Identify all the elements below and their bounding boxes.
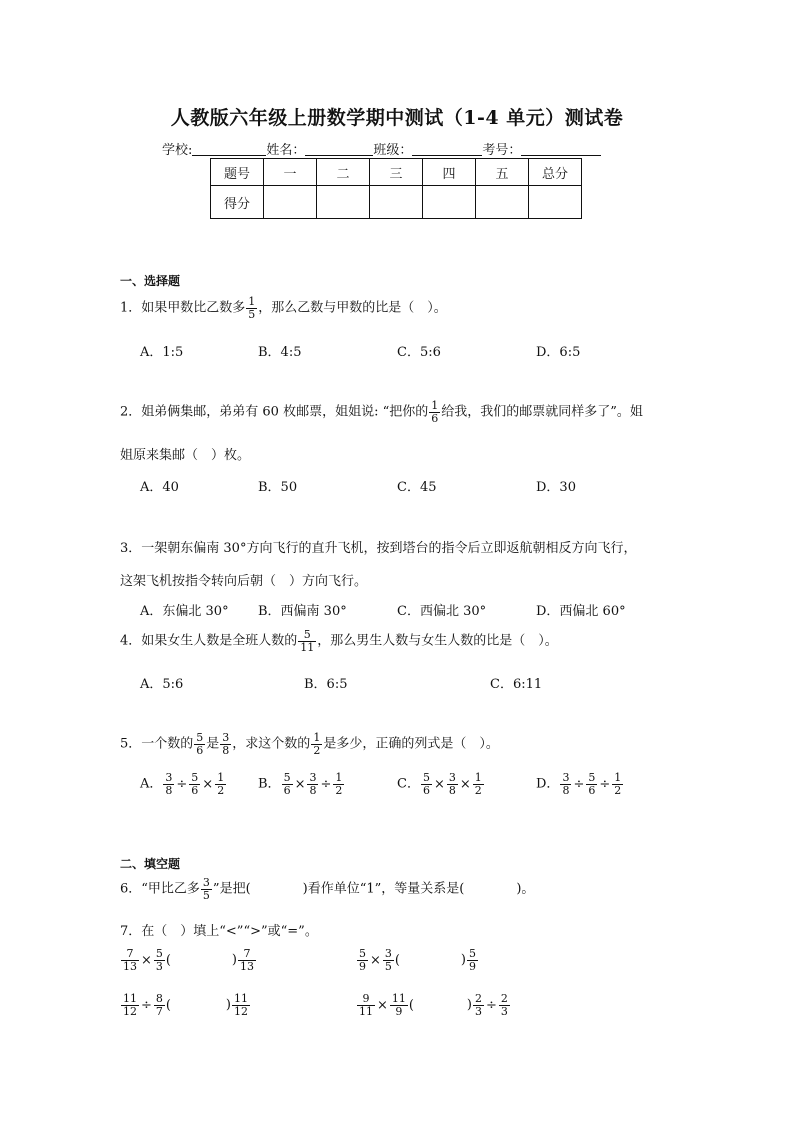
option-b[interactable]: B．50 <box>258 480 298 495</box>
option-d[interactable]: D．6:5 <box>536 345 581 360</box>
numerator: 8 <box>155 992 163 1005</box>
denominator: 6 <box>431 411 439 425</box>
option-c[interactable]: C．6:11 <box>490 677 543 692</box>
score-cell[interactable] <box>423 186 476 219</box>
denominator: 6 <box>283 783 291 797</box>
score-header-cell: 一 <box>264 159 317 186</box>
numerator: 5 <box>588 771 596 784</box>
score-header-cell: 三 <box>370 159 423 186</box>
numerator: 1 <box>313 731 321 744</box>
score-cell[interactable] <box>317 186 370 219</box>
denominator: 13 <box>239 959 254 973</box>
question-text[interactable]: ”是把( )看作单位“1”，等量关系是( <box>212 881 465 897</box>
operator: ÷ <box>320 776 332 792</box>
denominator: 2 <box>474 783 482 797</box>
score-row-label: 得分 <box>211 186 264 219</box>
fraction <box>246 296 257 320</box>
question-text: 4．如果女生人数是全班人数的 <box>120 633 298 649</box>
fraction <box>390 993 408 1017</box>
denominator: 6 <box>422 783 430 797</box>
denominator: 2 <box>335 783 343 797</box>
option-c[interactable]: C．西偏北 30° <box>397 604 487 619</box>
question-3-line2: 这架飞机按指令转向后朝（ ）方向飞行。 <box>120 574 368 589</box>
denominator: 12 <box>123 1004 137 1018</box>
numerator: 1 <box>335 771 343 784</box>
operator: × <box>202 776 214 792</box>
question-text: 给我，我们的邮票就同样多了”。姐 <box>441 404 643 420</box>
score-header-cell: 题号 <box>211 159 264 186</box>
question-5 <box>120 732 499 756</box>
school-label: 学校: <box>162 143 193 158</box>
question-text: 是 <box>206 736 220 752</box>
fraction <box>215 772 226 796</box>
option-label: C． <box>397 776 420 792</box>
option-b[interactable]: B．西偏南 30° <box>258 604 347 619</box>
compare-item-2[interactable]: $\frac{5}{9}$ × $\frac{3}{5}$ ( ) $\frac{5}{9}$ <box>359 947 476 973</box>
score-cell[interactable] <box>264 186 317 219</box>
question-4 <box>120 629 558 653</box>
numerator: 5 <box>422 771 430 784</box>
score-cell[interactable] <box>529 186 582 219</box>
fraction <box>612 772 623 796</box>
numerator: 3 <box>309 771 317 784</box>
denominator: 8 <box>448 783 456 797</box>
option-b[interactable]: B．4:5 <box>258 345 302 360</box>
numerator: 7 <box>238 948 256 961</box>
fraction <box>421 772 432 796</box>
denominator: 5 <box>202 888 210 902</box>
option-a[interactable]: A．5:6 <box>140 677 184 692</box>
fraction <box>232 993 250 1017</box>
denominator: 3 <box>500 1004 508 1018</box>
score-cell[interactable] <box>370 186 423 219</box>
numerator: 3 <box>165 771 173 784</box>
operator: × <box>294 776 306 792</box>
option-d[interactable]: D．西偏北 60° <box>536 604 626 619</box>
name-label: 姓名： <box>266 143 306 158</box>
question-text: 是多少，正确的列式是（ ）。 <box>323 736 499 752</box>
score-header-cell: 总分 <box>529 159 582 186</box>
operator: × <box>433 776 445 792</box>
option-label: B． <box>258 776 281 792</box>
student-info-line <box>162 139 601 158</box>
operator: ÷ <box>599 776 611 792</box>
fraction <box>467 948 478 972</box>
question-text: ，那么乙数与甲数的比是（ ）。 <box>258 300 447 316</box>
question-text: 2．姐弟俩集邮，弟弟有 60 枚邮票，姐姐说: “把你的 <box>120 404 429 420</box>
question-text: 6．“甲比乙多 <box>120 881 200 897</box>
operator: ÷ <box>485 997 497 1013</box>
denominator: 2 <box>217 783 225 797</box>
class-blank[interactable] <box>412 141 482 156</box>
fraction <box>447 772 458 796</box>
option-a[interactable]: A．40 <box>140 480 179 495</box>
question-text: ，求这个数的 <box>232 736 311 752</box>
question-1 <box>120 296 447 320</box>
compare-item-4[interactable]: $\frac{9}{11}$ × $\frac{11}{9}$ ( ) $\frac{2}{3}$ ÷ $\frac{2}{3}$ <box>359 992 508 1018</box>
denominator: 3 <box>474 1004 482 1018</box>
fraction <box>298 629 316 653</box>
fraction <box>357 948 368 972</box>
section-title-choice: 一、选择题 <box>120 274 181 288</box>
fraction <box>473 993 484 1017</box>
score-cell[interactable] <box>476 186 529 219</box>
fraction <box>238 948 256 972</box>
option-c[interactable]: C．5:6 <box>397 345 441 360</box>
denominator: 5 <box>248 307 256 321</box>
fraction <box>429 400 440 424</box>
name-blank[interactable] <box>305 141 373 156</box>
question-2 <box>120 400 643 424</box>
option-a[interactable] <box>140 772 227 796</box>
option-a[interactable]: A．1:5 <box>140 345 184 360</box>
denominator: 11 <box>359 1004 373 1018</box>
denominator: 9 <box>359 959 366 973</box>
compare-item-3[interactable]: $\frac{11}{12}$ ÷ $\frac{8}{7}$ ( ) $\frac{11}{12}$ <box>123 992 248 1018</box>
operator: × <box>370 952 381 968</box>
operator: × <box>459 776 471 792</box>
score-table-header-row <box>211 159 582 186</box>
page-title: 人教版六年级上册数学期中测试（1-4 单元）测试卷 <box>170 107 624 129</box>
option-d[interactable]: D．30 <box>536 480 576 495</box>
section-title-fill: 二、填空题 <box>120 857 181 871</box>
denominator: 13 <box>123 959 137 973</box>
numerator: 1 <box>248 295 256 308</box>
fraction <box>121 993 139 1017</box>
denominator: 9 <box>395 1004 403 1018</box>
fraction <box>333 772 344 796</box>
numerator: 3 <box>448 771 456 784</box>
question-text: ，那么男生人数与女生人数的比是（ ）。 <box>317 633 558 649</box>
numerator: 11 <box>123 992 137 1005</box>
score-table-row <box>211 186 582 219</box>
fraction <box>201 877 212 901</box>
score-table <box>210 158 582 219</box>
numerator: 1 <box>431 399 439 412</box>
numerator: 11 <box>233 992 248 1005</box>
denominator: 7 <box>155 1004 163 1018</box>
numerator: 5 <box>468 947 476 960</box>
denominator: 6 <box>196 743 204 757</box>
option-label: A． <box>140 776 163 792</box>
answer-paren[interactable]: ( <box>408 997 414 1013</box>
option-c[interactable] <box>397 772 485 796</box>
denominator: 2 <box>313 743 321 757</box>
numerator: 5 <box>191 771 199 784</box>
class-label: 班级： <box>373 143 413 158</box>
option-d[interactable] <box>536 772 624 796</box>
question-7: 7．在（ ）填上“<”“>”或“=”。 <box>120 924 318 939</box>
denominator: 9 <box>468 959 476 973</box>
compare-item-1[interactable]: $\frac{7}{13}$ × $\frac{5}{3}$ ( ) $\frac{7}{13}$ <box>123 947 254 973</box>
numerator: 3 <box>384 947 392 960</box>
numerator: 2 <box>500 992 508 1005</box>
question-6 <box>120 877 534 901</box>
fraction <box>586 772 597 796</box>
denominator: 2 <box>614 783 622 797</box>
fraction <box>560 772 571 796</box>
numerator: 5 <box>359 947 366 960</box>
fraction <box>189 772 200 796</box>
fraction <box>163 772 174 796</box>
fraction <box>307 772 318 796</box>
numerator: 3 <box>562 771 570 784</box>
numerator: 5 <box>298 629 316 642</box>
fraction <box>121 948 139 972</box>
fraction <box>473 772 484 796</box>
operator: ÷ <box>141 997 152 1013</box>
exam-no-blank[interactable] <box>521 141 601 156</box>
denominator: 12 <box>233 1004 248 1018</box>
fraction <box>311 732 322 756</box>
operator: × <box>377 997 388 1013</box>
denominator: 8 <box>562 783 570 797</box>
fraction <box>194 732 205 756</box>
numerator: 3 <box>222 731 230 744</box>
fraction <box>357 993 375 1017</box>
fraction <box>154 948 165 972</box>
answer-paren[interactable]: ( <box>165 952 171 968</box>
option-label: D． <box>536 776 560 792</box>
denominator: 8 <box>222 743 230 757</box>
option-b[interactable]: B．6:5 <box>304 677 348 692</box>
numerator: 11 <box>391 992 406 1005</box>
numerator: 5 <box>155 947 163 960</box>
operator: ÷ <box>573 776 585 792</box>
option-c[interactable]: C．45 <box>397 480 437 495</box>
score-header-cell: 五 <box>476 159 529 186</box>
option-b[interactable] <box>258 772 345 796</box>
numerator: 5 <box>196 731 204 744</box>
score-header-cell: 二 <box>317 159 370 186</box>
exam-no-label: 考号： <box>482 143 522 158</box>
fraction <box>282 772 293 796</box>
denominator: 6 <box>191 783 199 797</box>
numerator: 1 <box>474 771 482 784</box>
score-header-cell: 四 <box>423 159 476 186</box>
numerator: 5 <box>283 771 291 784</box>
fraction <box>154 993 165 1017</box>
question-text: 1．如果甲数比乙数多 <box>120 300 246 316</box>
question-3: 3．一架朝东偏南 30°方向飞行的直升飞机，按到塔台的指令后立即返航朝相反方向飞行， <box>120 541 637 556</box>
numerator: 3 <box>202 876 210 889</box>
numerator: 9 <box>357 993 375 1006</box>
question-2-line2: 姐原来集邮（ ）枚。 <box>120 448 251 463</box>
denominator: 11 <box>300 640 315 654</box>
option-a[interactable]: A．东偏北 30° <box>140 604 229 619</box>
fraction <box>499 993 510 1017</box>
numerator: 1 <box>614 771 622 784</box>
operator: ÷ <box>176 776 188 792</box>
denominator: 3 <box>155 959 163 973</box>
numerator: 2 <box>474 992 482 1005</box>
denominator: 8 <box>165 783 173 797</box>
denominator: 5 <box>384 959 392 973</box>
fraction <box>220 732 231 756</box>
school-blank[interactable] <box>192 141 266 156</box>
answer-paren[interactable]: ( <box>394 952 400 968</box>
operator: × <box>141 952 152 968</box>
denominator: 8 <box>309 783 317 797</box>
question-text: 5．一个数的 <box>120 736 194 752</box>
question-text[interactable]: )。 <box>464 881 535 897</box>
denominator: 6 <box>588 783 596 797</box>
fraction <box>383 948 394 972</box>
numerator: 7 <box>121 948 139 961</box>
answer-paren[interactable]: ( <box>165 997 171 1013</box>
numerator: 1 <box>217 771 225 784</box>
